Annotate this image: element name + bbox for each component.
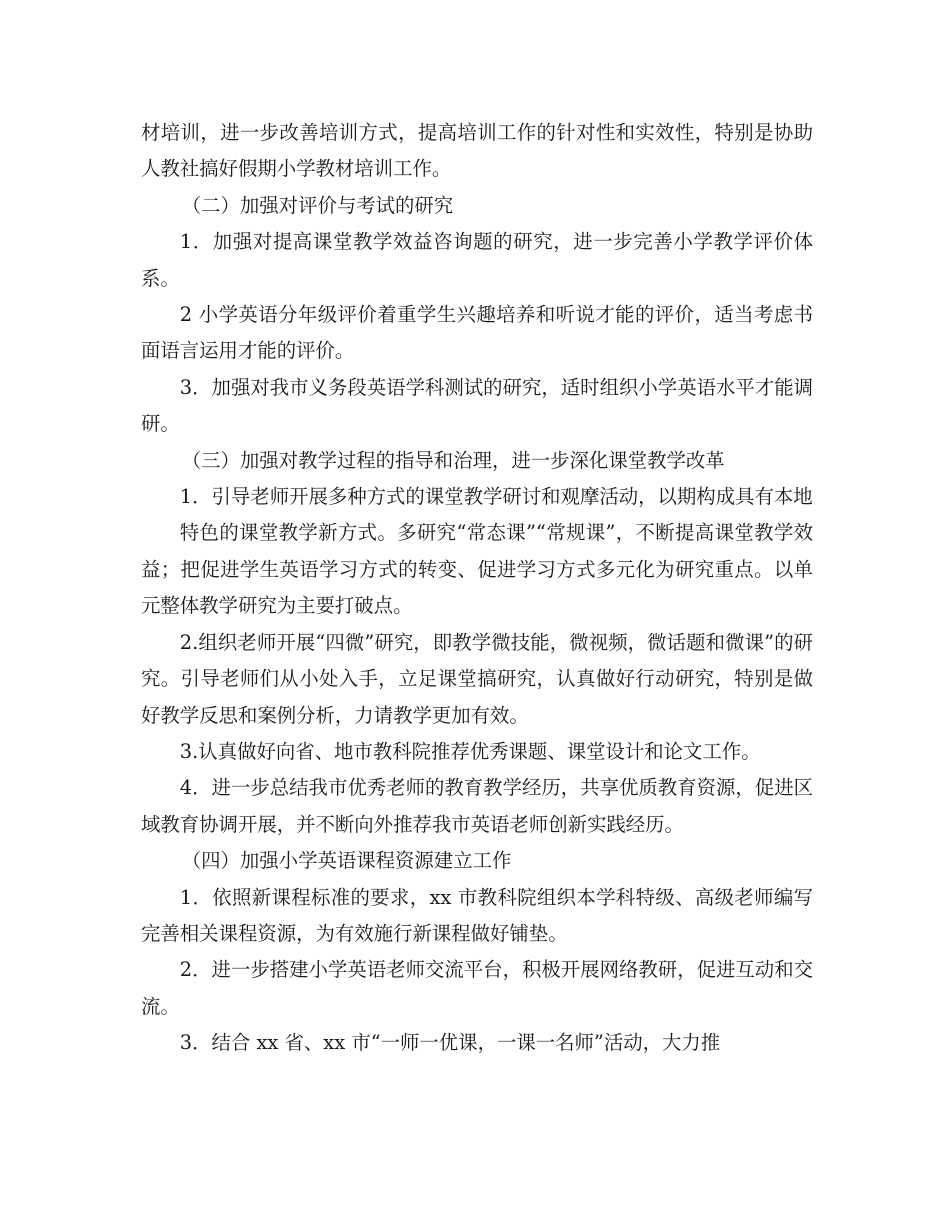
paragraph: 1．依照新课程标准的要求，xx 市教科院组织本学科特级、高级老师编写完善相关课程资源，为有效施行新课程做好铺垫。 bbox=[141, 885, 813, 945]
paragraph-continued: 材培训，进一步改善培训方式，提高培训工作的针对性和实效性，特别是协助人教社搞好假期小学教材培训工作。 bbox=[141, 121, 813, 181]
paragraph: 3．结合 xx 省、xx 市“一师一优课，一课一名师”活动，大力推 bbox=[179, 1031, 721, 1055]
paragraph: 2 小学英语分年级评价着重学生兴趣培养和听说才能的评价，适当考虑书面语言运用才能的评价。 bbox=[141, 303, 813, 363]
paragraph: 2.组织老师开展“四微”研究，即教学微技能，微视频，微话题和微课”的研究。引导老师们从小处入手，立足课堂搞研究，认真做好行动研究，特别是做好教学反思和案例分析，力请教学更加有效。 bbox=[141, 630, 813, 727]
section-heading-evaluation: （二）加强对评价与考试的研究 bbox=[181, 193, 454, 217]
paragraph: 特色的课堂教学新方式。多研究“常态课”“常规课”，不断提高课堂教学效益；把促进学生英语学习方式的转变、促进学习方式多元化为研究重点。以单元整体教学研究为主要打破点。 bbox=[141, 521, 813, 618]
paragraph: 1．加强对提高课堂教学效益咨询题的研究，进一步完善小学教学评价体系。 bbox=[141, 230, 813, 290]
section-heading-teaching-process: （三）加强对教学过程的指导和治理，进一步深化课堂教学改革 bbox=[181, 448, 725, 472]
paragraph: 3.认真做好向省、地市教科院推荐优秀课题、课堂设计和论文工作。 bbox=[179, 739, 761, 763]
paragraph: 1．引导老师开展多种方式的课堂教学研讨和观摩活动，以期构成具有本地 bbox=[179, 485, 813, 509]
paragraph: 3．加强对我市义务段英语学科测试的研究，适时组织小学英语水平才能调研。 bbox=[141, 375, 813, 436]
paragraph: 2．进一步搭建小学英语老师交流平台，积极开展网络教研，促进互动和交流。 bbox=[141, 958, 813, 1018]
section-heading-curriculum-resources: （四）加强小学英语课程资源建立工作 bbox=[181, 849, 512, 873]
document-body bbox=[141, 115, 813, 1062]
paragraph: 4．进一步总结我市优秀老师的教育教学经历，共享优质教育资源，促进区域教育协调开展，并不断向外推荐我市英语老师创新实践经历。 bbox=[141, 776, 813, 836]
